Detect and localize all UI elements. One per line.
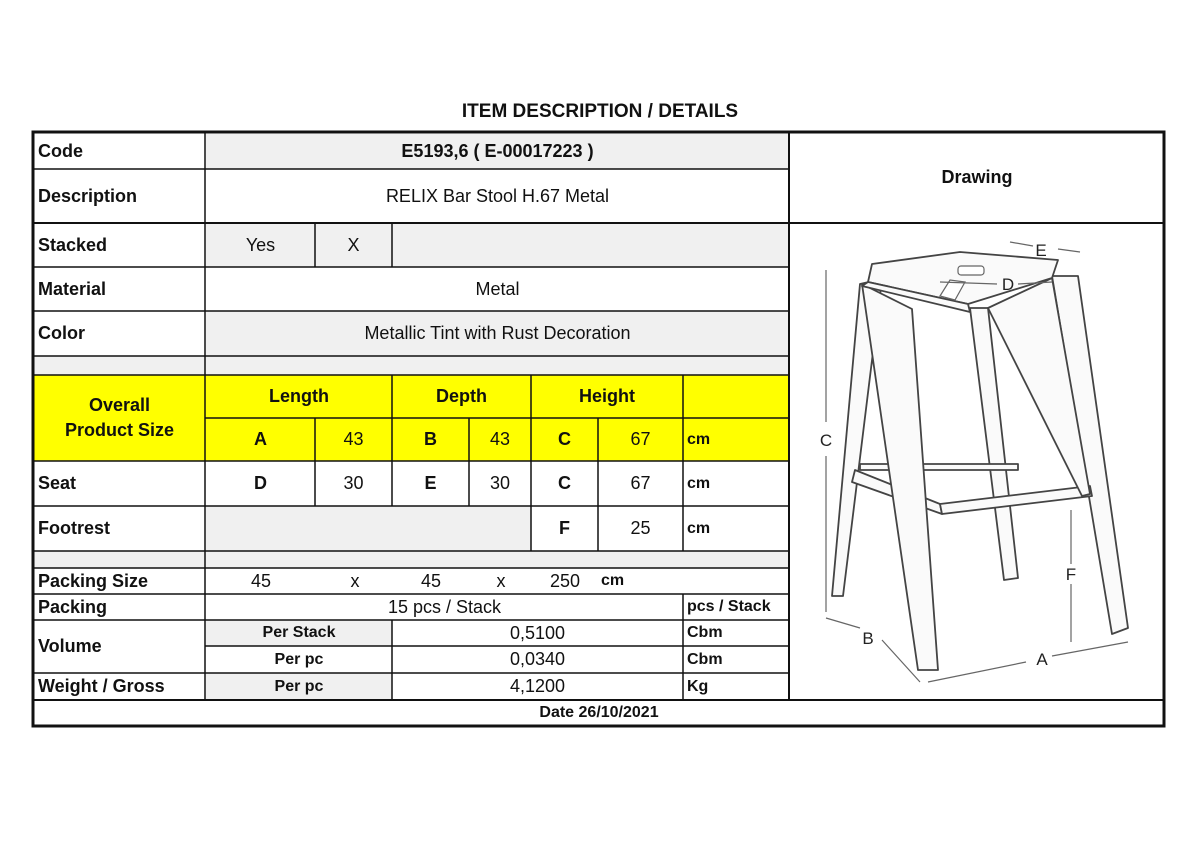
overall-b-value: 43 — [489, 429, 511, 449]
overall-unit: cm — [687, 430, 711, 448]
stool-drawing — [790, 224, 1164, 700]
stacked-yes: Yes — [245, 234, 276, 255]
dim-e-label: E — [1035, 241, 1047, 260]
volume-per-stack-label: Per Stack — [262, 624, 336, 641]
seat-d-value: 30 — [343, 473, 364, 493]
dim-f-label: F — [1065, 565, 1077, 584]
volume-label: Volume — [38, 636, 102, 656]
footrest-f-value: 25 — [630, 518, 651, 538]
description-label: Description — [38, 185, 138, 206]
packing-size-v3: 250 — [549, 570, 581, 591]
weight-per-pc-label: Per pc — [274, 677, 324, 695]
footrest-label: Footrest — [38, 518, 110, 538]
overall-c-value: 67 — [630, 429, 651, 449]
packing-value: 15 pcs / Stack — [387, 596, 502, 617]
depth-header: Depth — [436, 386, 487, 406]
dim-a-label: A — [1036, 650, 1048, 669]
height-header: Height — [579, 386, 635, 406]
seat-c-value: 67 — [630, 473, 651, 493]
color-value: Metallic Tint with Rust Decoration — [364, 323, 631, 343]
seat-d-label: D — [254, 473, 267, 493]
overall-size-label: Overall Product Size — [64, 395, 175, 440]
seat-unit: cm — [687, 474, 711, 492]
packing-size-label: Packing Size — [38, 570, 149, 591]
color-label: Color — [38, 323, 85, 343]
length-header: Length — [269, 386, 329, 406]
seat-e-label: E — [424, 473, 437, 493]
dim-b-label: B — [862, 629, 874, 648]
stacked-label: Stacked — [38, 234, 108, 255]
stacked-mark: X — [347, 234, 360, 255]
packing-size-unit: cm — [601, 572, 625, 589]
packing-label: Packing — [38, 596, 108, 617]
packing-size-x1: x — [350, 570, 360, 591]
material-value: Metal — [475, 278, 520, 299]
material-label: Material — [38, 278, 107, 299]
weight-value: 4,1200 — [509, 676, 566, 696]
overall-a-label: A — [254, 429, 267, 449]
overall-b-label: B — [424, 429, 437, 449]
packing-size-v2: 45 — [420, 570, 442, 591]
weight-unit: Kg — [687, 677, 709, 695]
footrest-unit: cm — [687, 519, 711, 537]
dim-d-label: D — [1001, 275, 1015, 294]
date-footer: Date 26/10/2021 — [539, 704, 659, 721]
volume-per-pc-unit: Cbm — [687, 650, 723, 668]
dim-c-label: C — [819, 431, 833, 450]
seat-e-value: 30 — [489, 473, 511, 493]
packing-size-x2: x — [496, 570, 506, 591]
volume-per-stack-value: 0,5100 — [509, 622, 566, 643]
weight-label: Weight / Gross — [38, 676, 165, 696]
code-label: Code — [38, 141, 83, 161]
volume-per-stack-unit: Cbm — [687, 624, 723, 641]
packing-unit: pcs / Stack — [687, 598, 771, 615]
document-title: ITEM DESCRIPTION / DETAILS — [461, 101, 739, 122]
code-value: E5193,6 ( E-00017223 ) — [401, 141, 594, 161]
packing-size-v1: 45 — [250, 570, 272, 591]
overall-c-label: C — [558, 429, 571, 449]
volume-per-pc-value: 0,0340 — [509, 649, 566, 669]
volume-per-pc-label: Per pc — [274, 650, 324, 668]
seat-c-label: C — [558, 473, 571, 493]
seat-label: Seat — [38, 473, 77, 493]
drawing-header: Drawing — [941, 167, 1013, 187]
overall-a-value: 43 — [343, 429, 364, 449]
description-value: RELIX Bar Stool H.67 Metal — [385, 185, 610, 206]
footrest-f-label: F — [559, 518, 570, 538]
